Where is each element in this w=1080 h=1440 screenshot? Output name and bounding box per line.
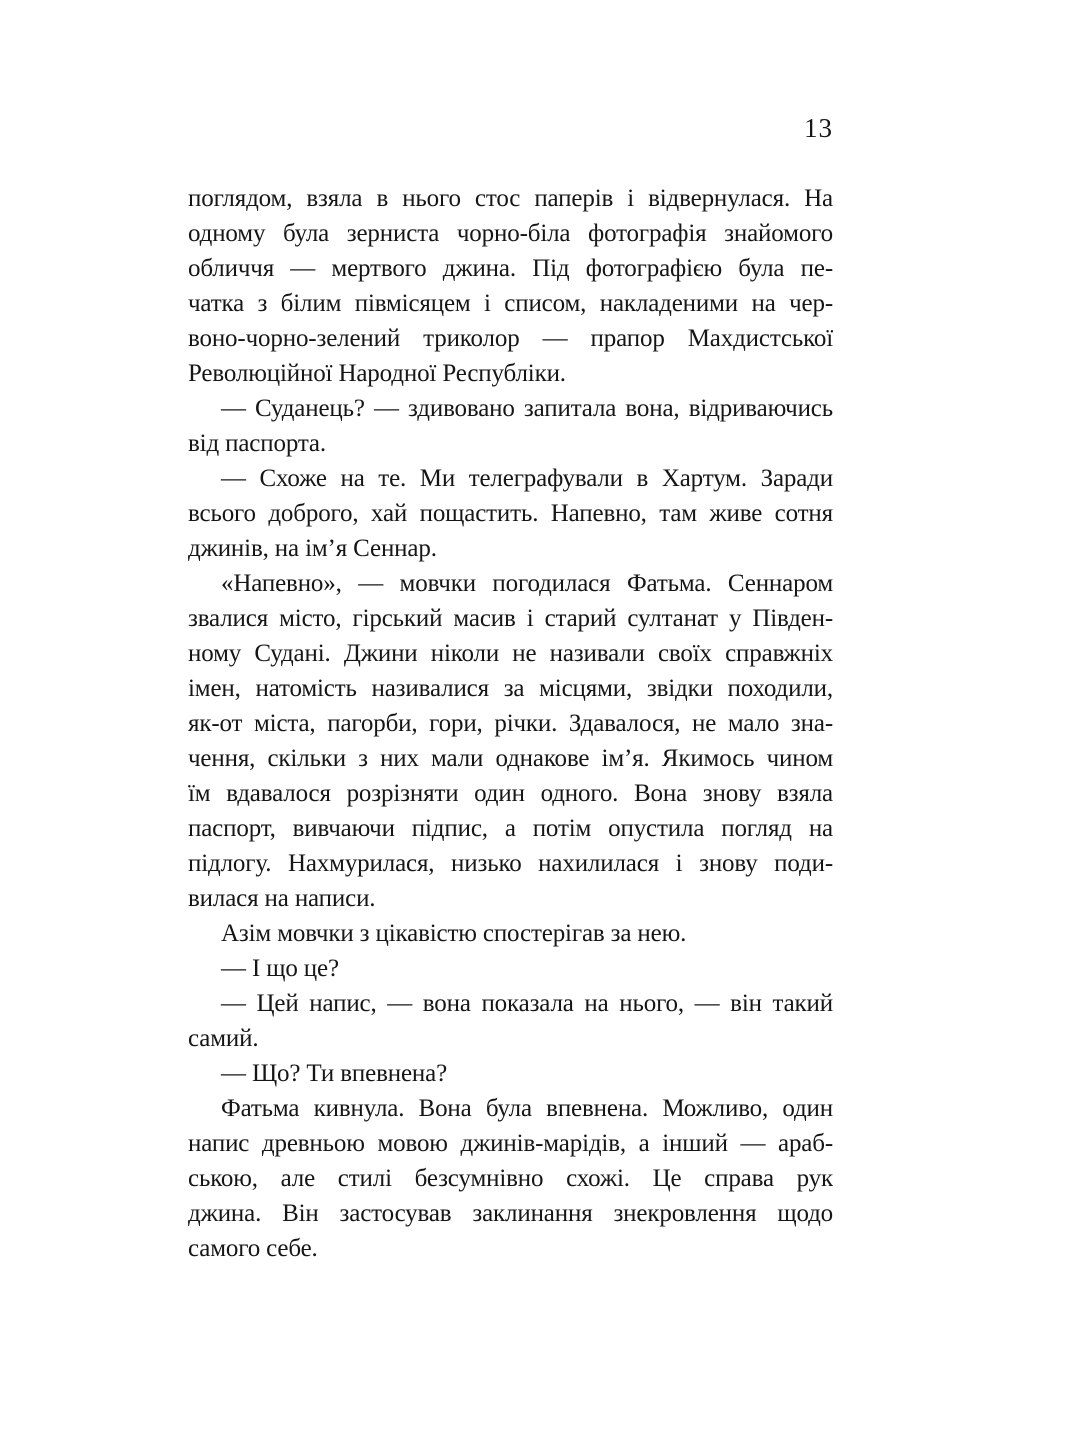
text-line: підлогу. Нахмурилася, низько нахилилася і знову поди- xyxy=(188,850,833,877)
text-line: самого себе. xyxy=(188,1235,318,1262)
body-text xyxy=(188,181,833,1266)
text-line: напис древньою мовою джинів-марідів, а інший — араб- xyxy=(188,1130,833,1157)
paragraph xyxy=(188,566,833,916)
text-line: чення, скільки з них мали однакове ім’я. Якимось чином xyxy=(188,745,833,772)
text-line: «Напевно», — мовчки погодилася Фатьма. Сеннаром xyxy=(221,570,833,597)
text-line: від паспорта. xyxy=(188,430,326,457)
text-line: як-от міста, пагорби, гори, річки. Здавалося, не мало зна- xyxy=(188,710,833,737)
text-line: — Цей напис, — вона показала на нього, — він такий xyxy=(221,990,833,1017)
paragraph xyxy=(188,986,833,1056)
text-line: вилася на написи. xyxy=(188,885,376,912)
paragraph xyxy=(188,461,833,566)
text-line: поглядом, взяла в нього стос паперів і відвернулася. На xyxy=(188,185,833,212)
text-line: ською, але стилі безсумнівно схожі. Це справа рук xyxy=(188,1165,833,1192)
text-line: чатка з білим півмісяцем і списом, накладеними на чер- xyxy=(188,290,833,317)
text-line: їм вдавалося розрізняти один одного. Вона знову взяла xyxy=(188,780,833,807)
text-line: — І що це? xyxy=(221,955,339,982)
text-line: джина. Він застосував заклинання знекровлення щодо xyxy=(188,1200,833,1227)
paragraph xyxy=(188,951,833,986)
text-line: звалися місто, гірський масив і старий султанат у Півден- xyxy=(188,605,833,632)
text-line: Азім мовчки з цікавістю спостерігав за нею. xyxy=(221,920,687,947)
text-line: — Схоже на те. Ми телеграфували в Хартум. Заради xyxy=(221,465,833,492)
paragraph xyxy=(188,391,833,461)
text-line: джинів, на ім’я Сеннар. xyxy=(188,535,437,562)
text-line: воно-чорно-зелений триколор — прапор Махдистської xyxy=(188,325,833,352)
text-line: одному була зерниста чорно-біла фотографія знайомого xyxy=(188,220,833,247)
paragraph xyxy=(188,916,833,951)
text-line: ному Судані. Джини ніколи не називали своїх справжніх xyxy=(188,640,833,667)
text-line: — Що? Ти впевнена? xyxy=(221,1060,448,1087)
page-number: 13 xyxy=(804,113,833,143)
text-line: імен, натомість називалися за місцями, звідки походили, xyxy=(188,675,833,702)
text-line: обличчя — мертвого джина. Під фотографією була пе- xyxy=(188,255,833,282)
paragraph xyxy=(188,1091,833,1266)
text-line: Фатьма кивнула. Вона була впевнена. Можливо, один xyxy=(221,1095,833,1122)
text-line: паспорт, вивчаючи підпис, а потім опустила погляд на xyxy=(188,815,833,842)
paragraph xyxy=(188,1056,833,1091)
text-line: самий. xyxy=(188,1025,259,1052)
paragraph xyxy=(188,181,833,391)
text-line: — Суданець? — здивовано запитала вона, відриваючись xyxy=(221,395,833,422)
text-line: всього доброго, хай пощастить. Напевно, там живе сотня xyxy=(188,500,833,527)
text-line: Революційної Народної Республіки. xyxy=(188,360,566,387)
